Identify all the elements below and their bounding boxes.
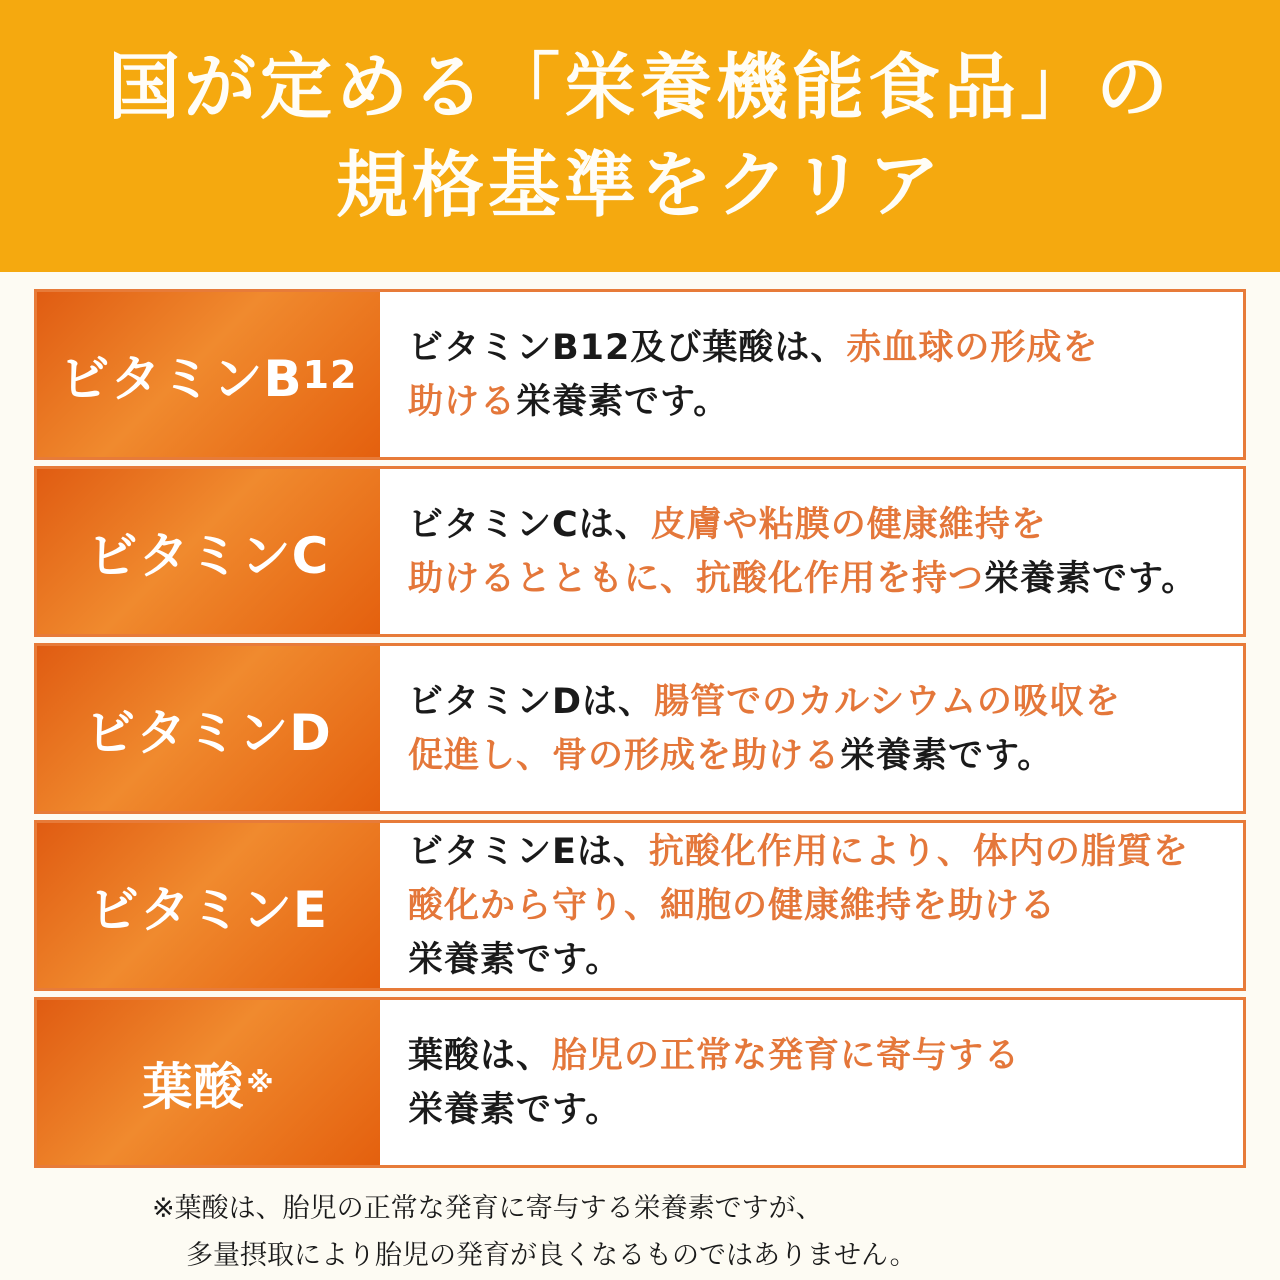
nutrient-label-subscript: 12 (302, 352, 358, 397)
nutrient-label-text: ビタミンC (87, 526, 330, 585)
header-title-line-2: 規格基準をクリア (335, 143, 944, 227)
nutrient-row-d (34, 643, 1246, 814)
nutrient-description (380, 646, 1243, 811)
desc-highlight: 赤血球の形成を (846, 327, 1099, 368)
desc-text: 栄養素です。 (840, 735, 1054, 776)
nutrient-label (37, 469, 380, 634)
nutrient-description (380, 469, 1243, 634)
desc-text: ビタミンB12及び葉酸は、 (408, 327, 847, 368)
footnote-line-1: ※葉酸は、胎児の正常な発育に寄与する栄養素ですが、 (152, 1193, 823, 1224)
footnote (152, 1185, 917, 1279)
desc-highlight: 助ける (408, 381, 517, 422)
desc-text: 栄養素です。 (516, 381, 730, 422)
nutrient-row-c (34, 466, 1246, 637)
desc-text: 葉酸は、 (408, 1035, 553, 1076)
desc-text: 栄養素です。 (408, 1089, 622, 1130)
footnote-line-2: 多量摂取により胎児の発育が良くなるものではありません。 (186, 1240, 917, 1271)
nutrient-label-text: 葉酸 (142, 1057, 245, 1116)
desc-highlight: 促進し、骨の形成を助ける (408, 735, 841, 776)
desc-highlight: 抗酸化作用により、体内の脂質を (648, 831, 1189, 872)
nutrient-row-e (34, 820, 1246, 991)
desc-highlight: 助けるとともに、抗酸化作用を持つ (408, 558, 985, 599)
nutrient-label-text: ビタミンE (88, 880, 329, 939)
nutrient-label-text: ビタミンB (59, 349, 303, 408)
desc-text: ビタミンDは、 (408, 681, 655, 722)
nutrient-label (37, 823, 380, 988)
nutrient-description (380, 292, 1243, 457)
desc-text: 栄養素です。 (408, 939, 622, 980)
desc-highlight: 皮膚や粘膜の健康維持を (650, 504, 1047, 545)
desc-text: 栄養素です。 (984, 558, 1198, 599)
header-title-line-1: 国が定める「栄養機能食品」の (107, 45, 1172, 129)
nutrient-description (380, 1000, 1243, 1165)
nutrient-label (37, 1000, 380, 1165)
nutrient-row-folic-acid (34, 997, 1246, 1168)
nutrient-description (380, 823, 1243, 988)
desc-text: ビタミンCは、 (408, 504, 651, 545)
desc-highlight: 胎児の正常な発育に寄与する (552, 1035, 1021, 1076)
nutrient-label-text: ビタミンD (85, 703, 332, 762)
header-banner (0, 0, 1280, 272)
desc-text: ビタミンEは、 (408, 831, 649, 872)
desc-highlight: 酸化から守り、細胞の健康維持を助ける (408, 885, 1057, 926)
nutrient-label (37, 292, 380, 457)
nutrient-label-footnote-mark: ※ (246, 1066, 275, 1099)
nutrient-row-b12 (34, 289, 1246, 460)
desc-highlight: 腸管でのカルシウムの吸収を (654, 681, 1121, 722)
nutrient-label (37, 646, 380, 811)
